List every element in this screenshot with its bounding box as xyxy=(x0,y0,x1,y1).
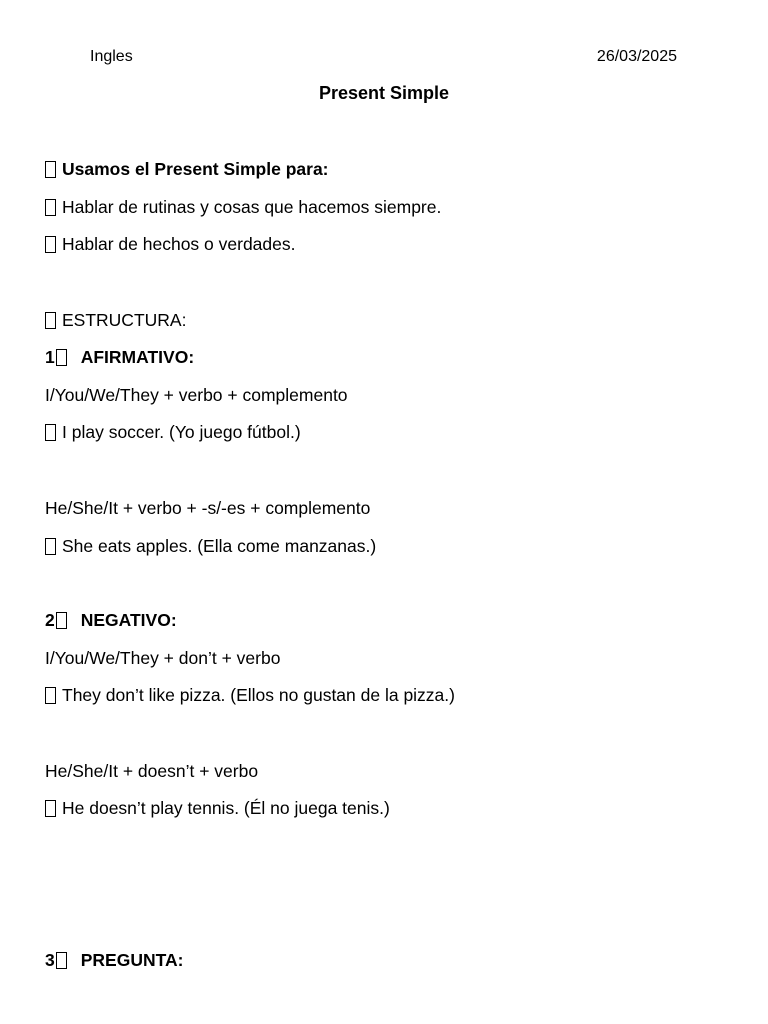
structure-label: ESTRUCTURA: xyxy=(62,310,187,330)
formula-line: He/She/It + verbo + -s/-es + complemento xyxy=(45,498,371,518)
page-title: Present Simple xyxy=(318,83,450,103)
missing-glyph-icon xyxy=(45,687,56,704)
missing-glyph-icon xyxy=(45,800,56,817)
uses-heading-line xyxy=(45,158,329,180)
example-line xyxy=(45,797,390,819)
section-heading-line xyxy=(45,609,177,631)
formula-line: I/You/We/They + don’t + verbo xyxy=(45,648,281,668)
missing-glyph-icon xyxy=(45,538,56,555)
uses-item: Hablar de rutinas y cosas que hacemos siempre. xyxy=(62,197,442,217)
section-heading: NEGATIVO: xyxy=(80,610,177,630)
example-text: They don’t like pizza. (Ellos no gustan de la pizza.) xyxy=(62,685,455,705)
header-date: 26/03/2025 xyxy=(596,48,677,65)
missing-glyph-icon xyxy=(45,424,56,441)
section-number: 2 xyxy=(45,610,55,630)
section-number: 3 xyxy=(45,950,55,970)
formula-line: He/She/It + doesn’t + verbo xyxy=(45,761,259,781)
example-text: He doesn’t play tennis. (Él no juega tenis.) xyxy=(62,798,390,818)
missing-glyph-icon xyxy=(56,349,67,366)
section-heading: PREGUNTA: xyxy=(80,950,184,970)
missing-glyph-icon xyxy=(56,952,67,969)
uses-item-line xyxy=(45,196,441,218)
missing-glyph-icon xyxy=(45,312,56,329)
section-heading-line xyxy=(45,949,183,971)
uses-item: Hablar de hechos o verdades. xyxy=(62,234,296,254)
section-heading-line xyxy=(45,346,194,368)
uses-heading: Usamos el Present Simple para: xyxy=(62,159,329,179)
structure-label-line xyxy=(45,309,186,331)
section-number: 1 xyxy=(45,347,55,367)
missing-glyph-icon xyxy=(45,199,56,216)
header-subject: Ingles xyxy=(90,48,133,65)
missing-glyph-icon xyxy=(45,161,56,178)
missing-glyph-icon xyxy=(56,612,67,629)
uses-item-line xyxy=(45,233,295,255)
example-line xyxy=(45,684,455,706)
section-heading: AFIRMATIVO: xyxy=(80,347,195,367)
example-line xyxy=(45,535,376,557)
example-text: I play soccer. (Yo juego fútbol.) xyxy=(62,422,301,442)
example-text: She eats apples. (Ella come manzanas.) xyxy=(62,536,377,556)
formula-line: I/You/We/They + verbo + complemento xyxy=(45,385,348,405)
example-line xyxy=(45,421,301,443)
missing-glyph-icon xyxy=(45,236,56,253)
